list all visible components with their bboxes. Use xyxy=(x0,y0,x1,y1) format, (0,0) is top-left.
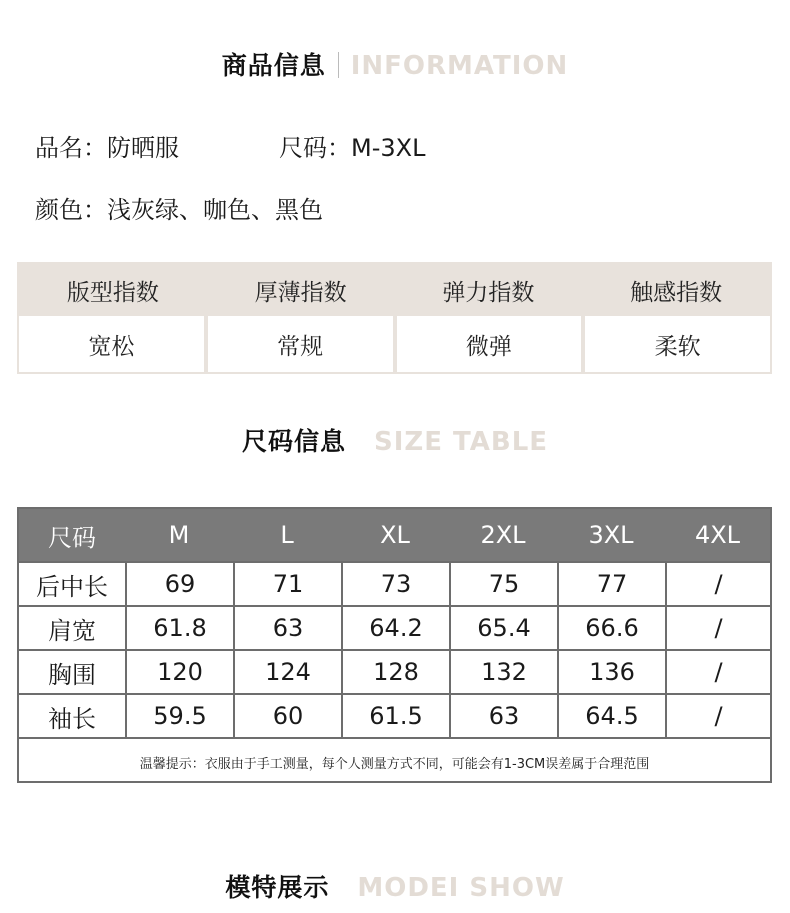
index-value-cell: 常规 xyxy=(204,316,393,372)
info-title-cn: 商品信息 xyxy=(221,51,326,80)
model-section-title xyxy=(0,868,790,904)
size-row-label: 后中长 xyxy=(36,572,108,601)
size-cell: 132 xyxy=(449,651,557,693)
product-size-value: M-3XL xyxy=(351,134,426,162)
size-cell: 128 xyxy=(341,651,449,693)
measurement-note: 温馨提示：衣服由于手工测量，每个人测量方式不同，可能会有1-3CM误差属于合理范围 xyxy=(19,737,770,785)
info-line-name-size xyxy=(35,128,425,163)
index-header-cell: 触感指数 xyxy=(630,279,723,306)
index-header-cell: 弹力指数 xyxy=(442,279,535,306)
size-row-label: 胸围 xyxy=(48,660,96,689)
info-line-color xyxy=(35,190,323,225)
size-table xyxy=(17,507,772,783)
size-row-label: 肩宽 xyxy=(48,616,96,645)
size-section-title xyxy=(0,422,790,458)
size-cell: 75 xyxy=(449,563,557,605)
size-cell: 77 xyxy=(557,563,665,605)
index-value-cell: 宽松 xyxy=(88,333,135,360)
index-table-values xyxy=(19,316,770,372)
model-title-cn: 模特展示 xyxy=(225,873,330,902)
size-header-cell: 2XL xyxy=(480,521,526,549)
index-table-header xyxy=(19,264,770,316)
size-cell: / xyxy=(665,607,770,649)
product-size xyxy=(279,128,425,163)
size-cell: 59.5 xyxy=(125,695,233,737)
product-name xyxy=(35,128,179,163)
size-cell: 66.6 xyxy=(557,607,665,649)
model-title-en: MODEI SHOW xyxy=(357,873,565,903)
product-color-label: 颜色： xyxy=(35,196,107,224)
size-cell: 63 xyxy=(449,695,557,737)
index-header-cell: 厚薄指数 xyxy=(254,279,347,306)
size-table-header xyxy=(19,509,770,561)
info-title-en: INFORMATION xyxy=(350,51,569,81)
size-cell: 136 xyxy=(557,651,665,693)
info-section-title xyxy=(0,46,790,82)
index-table xyxy=(17,262,772,374)
product-size-label: 尺码： xyxy=(279,134,351,162)
size-row-label: 袖长 xyxy=(48,704,96,733)
size-cell: 60 xyxy=(233,695,341,737)
size-cell: 63 xyxy=(233,607,341,649)
size-cell: 65.4 xyxy=(449,607,557,649)
table-row xyxy=(19,605,770,649)
size-header-cell: XL xyxy=(380,521,410,549)
table-row xyxy=(19,561,770,605)
size-cell: 71 xyxy=(233,563,341,605)
product-color-value: 浅灰绿、咖色、黑色 xyxy=(107,196,323,224)
size-header-cell: 尺码 xyxy=(48,523,96,552)
table-row xyxy=(19,693,770,737)
size-header-cell: L xyxy=(280,521,294,549)
size-header-cell: 4XL xyxy=(694,521,741,549)
product-name-value: 防晒服 xyxy=(107,134,179,162)
table-row xyxy=(19,649,770,693)
size-cell: 124 xyxy=(233,651,341,693)
index-header-cell: 版型指数 xyxy=(66,279,159,306)
index-value-cell: 柔软 xyxy=(581,316,770,372)
title-divider xyxy=(338,52,339,78)
size-header-cell: M xyxy=(168,521,190,549)
size-header-cell: 3XL xyxy=(588,521,634,549)
product-name-label: 品名： xyxy=(35,134,107,162)
size-cell: / xyxy=(665,651,770,693)
index-value-cell: 微弹 xyxy=(393,316,582,372)
size-cell: 61.5 xyxy=(341,695,449,737)
size-cell: / xyxy=(665,563,770,605)
size-cell: 120 xyxy=(125,651,233,693)
size-cell: 64.2 xyxy=(341,607,449,649)
size-title-cn: 尺码信息 xyxy=(241,427,346,456)
size-cell: / xyxy=(665,695,770,737)
size-cell: 64.5 xyxy=(557,695,665,737)
size-cell: 61.8 xyxy=(125,607,233,649)
size-cell: 69 xyxy=(125,563,233,605)
size-title-en: SIZE TABLE xyxy=(373,427,549,457)
size-cell: 73 xyxy=(341,563,449,605)
